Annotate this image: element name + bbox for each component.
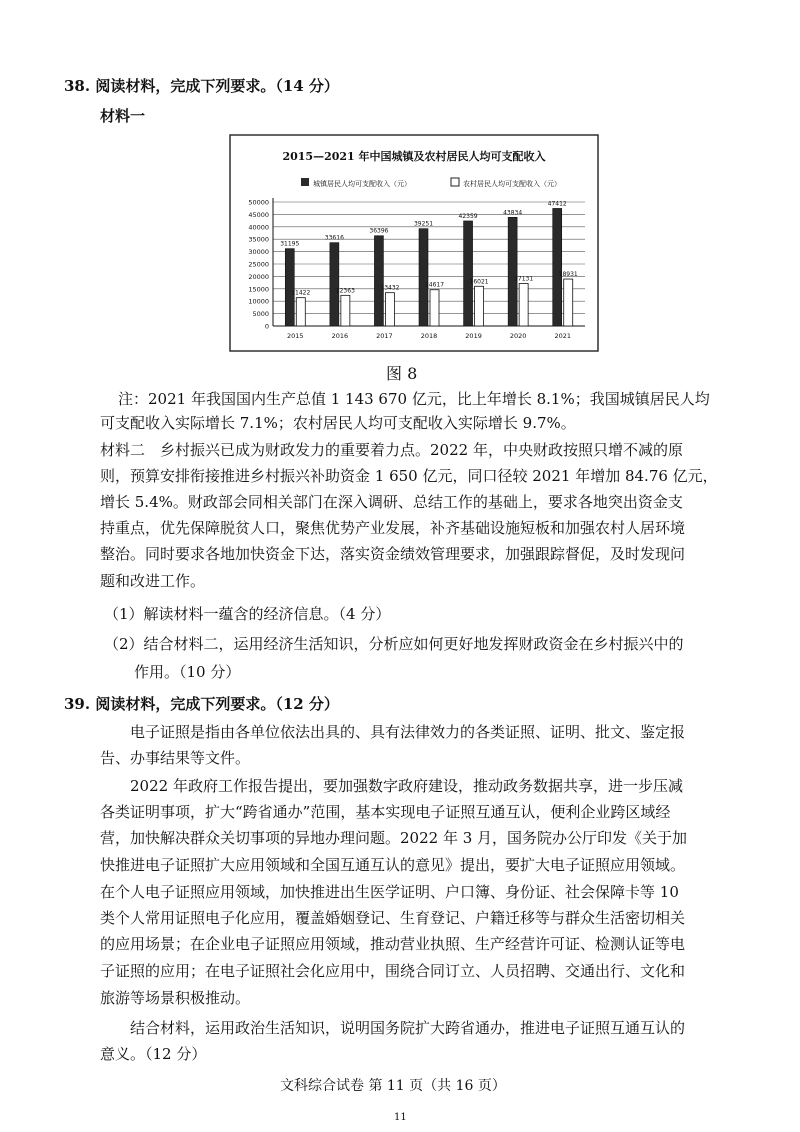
bar-urban-2018 [419, 229, 428, 326]
data-label-urban-2019: 42359 [458, 212, 478, 220]
material2-line-4: 持重点，优先保障脱贫人口，聚焦优势产业发展，补齐基础设施短板和加强农村人居环境 [100, 519, 686, 537]
x-tick-label-2019: 2019 [465, 332, 482, 340]
material1-label: 材料一 [100, 107, 146, 125]
q39-para-line-7: 在个人电子证照应用领域，加快推进出生医学证明、户口簿、身份证、社会保障卡等 10 [100, 883, 679, 901]
material2-line-5: 整治。同时要求各地加快资金下达，落实资金绩效管理要求，加强跟踪督促，及时发现问 [100, 545, 686, 563]
data-label-rural-2019: 16021 [469, 278, 489, 286]
q39-para-line-3: 2022 年政府工作报告提出，要加强数字政府建设，推动政务数据共享，进一步压减 [130, 777, 683, 795]
legend-urban-label: 城镇居民人均可支配收入（元） [313, 180, 411, 188]
footer-title: 文科综合试卷 第 11 页（共 16 页） [280, 1078, 506, 1094]
x-tick-label-2018: 2018 [420, 332, 438, 340]
data-label-urban-2018: 39251 [413, 220, 434, 228]
q39-para-line-5: 营，加快解决群众关切事项的异地办理问题。2022 年 3 月，国务院办公厅印发《关于加 [100, 829, 688, 847]
x-tick-label-2016: 2016 [331, 332, 349, 340]
q38-sub2-line2: 作用。（10 分） [134, 663, 241, 681]
page-number: 11 [394, 1112, 407, 1123]
data-label-urban-2016: 33616 [324, 234, 344, 242]
bar-urban-2016 [330, 243, 339, 326]
y-tick-label: 15000 [248, 285, 269, 294]
y-tick-label: 0 [264, 322, 269, 331]
y-tick-label: 40000 [248, 223, 269, 232]
bar-rural-2019 [475, 286, 484, 326]
q39-para-line-2: 告、办事结果等文件。 [100, 749, 251, 767]
material2-line-2: 则，预算安排衔接推进乡村振兴补助资金 1 650 亿元，同口径较 2021 年增加 84.76 亿元， [100, 467, 718, 485]
q39-para-line-4: 各类证明事项，扩大“跨省通办”范围，基本实现电子证照互通互认，便利企业跨区域经 [100, 803, 671, 821]
bar-rural-2021 [564, 279, 573, 326]
bar-rural-2016 [341, 295, 350, 326]
q39-para-line-10: 子证照的应用；在电子证照社会化应用中，围绕合同订立、人员招聘、交通出行、文化和 [100, 962, 686, 980]
x-tick-label-2015: 2015 [287, 332, 304, 340]
x-tick-label-2020: 2020 [509, 332, 527, 340]
q38-sub2-line1: （2）结合材料二，运用经济生活知识，分析应如何更好地发挥财政资金在乡村振兴中的 [104, 635, 684, 653]
bar-urban-2015 [285, 249, 294, 326]
y-tick-label: 35000 [248, 235, 269, 244]
y-tick-label: 5000 [252, 310, 269, 319]
data-label-rural-2015: 11422 [291, 289, 311, 297]
q39-para-line-8: 类个人常用证照电子化应用，覆盖婚姻登记、生育登记、户籍迁移等与群众生活密切相关 [100, 909, 686, 927]
data-label-rural-2017: 13432 [380, 284, 400, 292]
y-tick-label: 10000 [248, 297, 269, 306]
q39-header: 39. 阅读材料，完成下列要求。（12 分） [64, 695, 339, 713]
q39-question-line1: 结合材料，运用政治生活知识，说明国务院扩大跨省通办，推进电子证照互通互认的 [130, 1019, 686, 1037]
q38-header: 38. 阅读材料，完成下列要求。（14 分） [64, 77, 339, 95]
chart-title: 2015—2021 年中国城镇及农村居民人均可支配收入 [282, 150, 546, 163]
data-label-urban-2015: 31195 [280, 240, 300, 248]
bar-urban-2019 [464, 221, 473, 326]
bar-urban-2017 [374, 236, 383, 326]
data-label-urban-2017: 36396 [369, 227, 389, 235]
y-tick-label: 50000 [248, 198, 269, 207]
q39-para-line-11: 旅游等场景积极推动。 [100, 989, 251, 1007]
x-tick-label-2021: 2021 [554, 332, 571, 340]
note-line-1: 注：2021 年我国国内生产总值 1 143 670 亿元，比上年增长 8.1%；我国城镇居民人均 [118, 390, 710, 408]
data-label-urban-2021: 47412 [547, 200, 567, 208]
q38-sub1: （1）解读材料一蕴含的经济信息。（4 分） [104, 605, 391, 623]
data-label-rural-2020: 17131 [514, 275, 534, 283]
q39-para-line-9: 的应用场景；在企业电子证照应用领域，推动营业执照、生产经营许可证、检测认证等电 [100, 935, 686, 953]
data-label-urban-2020: 43834 [503, 209, 523, 217]
legend-urban-swatch [301, 178, 309, 186]
bar-rural-2015 [296, 298, 305, 326]
legend-rural-swatch [451, 178, 459, 186]
bar-rural-2018 [430, 290, 439, 326]
note-line-2: 可支配收入实际增长 7.1%；农村居民人均可支配收入实际增长 9.7%。 [100, 414, 576, 432]
material2-line-3: 增长 5.4%。财政部会同相关部门在深入调研、总结工作的基础上，要求各地突出资金支 [100, 493, 683, 511]
data-label-rural-2016: 12363 [335, 287, 355, 295]
data-label-rural-2021: 18931 [558, 271, 578, 279]
figure-label: 图 8 [386, 364, 418, 383]
data-label-rural-2018: 14617 [424, 281, 445, 289]
legend-rural-label: 农村居民人均可支配收入（元） [463, 180, 561, 188]
y-tick-label: 45000 [248, 210, 269, 219]
q39-para-line-1: 电子证照是指由各单位依法出具的、具有法律效力的各类证照、证明、批文、鉴定报 [130, 723, 686, 741]
y-tick-label: 20000 [248, 272, 269, 281]
bar-rural-2017 [385, 293, 394, 326]
bar-rural-2020 [519, 284, 528, 326]
q39-para-line-6: 快推进电子证照扩大应用领域和全国互通互认的意见》提出，要扩大电子证照应用领域。 [100, 856, 686, 874]
y-tick-label: 30000 [248, 248, 269, 257]
y-tick-label: 25000 [248, 260, 269, 269]
material2-line-1: 材料二 乡村振兴已成为财政发力的重要着力点。2022 年，中央财政按照只增不减的原 [100, 441, 683, 459]
q39-question-line2: 意义。（12 分） [100, 1045, 207, 1063]
x-tick-label-2017: 2017 [376, 332, 393, 340]
bar-urban-2020 [508, 217, 517, 326]
income-bar-chart [229, 134, 599, 352]
material2-line-6: 题和改进工作。 [100, 572, 206, 590]
bar-urban-2021 [553, 208, 562, 326]
